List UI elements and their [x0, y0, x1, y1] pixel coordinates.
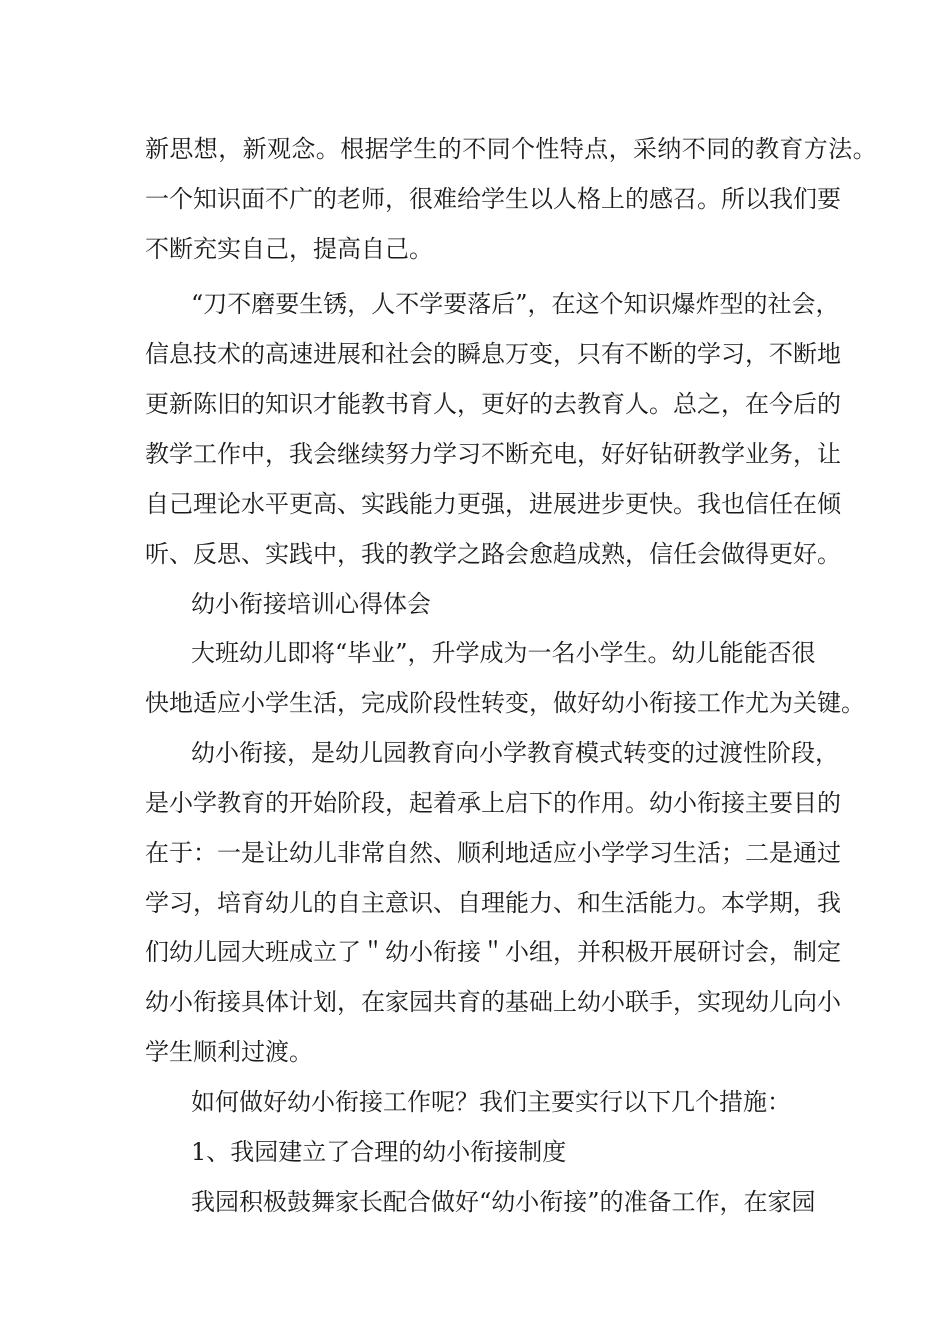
paragraph-first-line: “刀不磨要生锈，人不学要落后”，在这个知识爆炸型的社会， — [191, 290, 840, 318]
section-title: 幼小衔接培训心得体会 — [191, 590, 431, 618]
body-text-line: 在于：一是让幼儿非常自然、顺利地适应小学学习生活；二是通过 — [145, 839, 841, 867]
numbered-heading: 1、我园建立了合理的幼小衔接制度 — [191, 1138, 567, 1166]
body-text-line: 教学工作中，我会继续努力学习不断充电，好好钻研教学业务，让 — [145, 440, 841, 468]
body-text-line: 们幼儿园大班成立了＂幼小衔接＂小组，并积极开展研讨会，制定 — [145, 938, 841, 966]
body-text-line: 幼小衔接具体计划，在家园共育的基础上幼小联手，实现幼儿向小 — [145, 988, 841, 1016]
body-text-line: 学生顺利过渡。 — [145, 1038, 313, 1066]
paragraph-first-line: 幼小衔接，是幼儿园教育向小学教育模式转变的过渡性阶段， — [191, 739, 839, 767]
body-text-line: 新思想，新观念。根据学生的不同个性特点，采纳不同的教育方法。 — [145, 135, 877, 163]
body-text-line: 不断充实自己，提高自己。 — [145, 235, 433, 263]
paragraph-first-line: 我园积极鼓舞家长配合做好“幼小衔接”的准备工作，在家园 — [191, 1188, 816, 1216]
body-text-line: 是小学教育的开始阶段，起着承上启下的作用。幼小衔接主要目的 — [145, 789, 841, 817]
body-text-line: 一个知识面不广的老师，很难给学生以人格上的感召。所以我们要 — [145, 185, 841, 213]
paragraph-first-line: 如何做好幼小衔接工作呢？我们主要实行以下几个措施： — [191, 1088, 791, 1116]
body-text-line: 听、反思、实践中，我的教学之路会愈趋成熟，信任会做得更好。 — [145, 540, 841, 568]
body-text-line: 自己理论水平更高、实践能力更强，进展进步更快。我也信任在倾 — [145, 490, 841, 518]
paragraph-first-line: 大班幼儿即将“毕业”，升学成为一名小学生。幼儿能能否很 — [191, 639, 816, 667]
body-text-line: 学习，培育幼儿的自主意识、自理能力、和生活能力。本学期，我 — [145, 889, 841, 917]
body-text-line: 更新陈旧的知识才能教书育人，更好的去教育人。总之，在今后的 — [145, 390, 841, 418]
body-text-line: 快地适应小学生活，完成阶段性转变，做好幼小衔接工作尤为关键。 — [145, 689, 865, 717]
body-text-line: 信息技术的高速进展和社会的瞬息万变，只有不断的学习，不断地 — [145, 340, 841, 368]
